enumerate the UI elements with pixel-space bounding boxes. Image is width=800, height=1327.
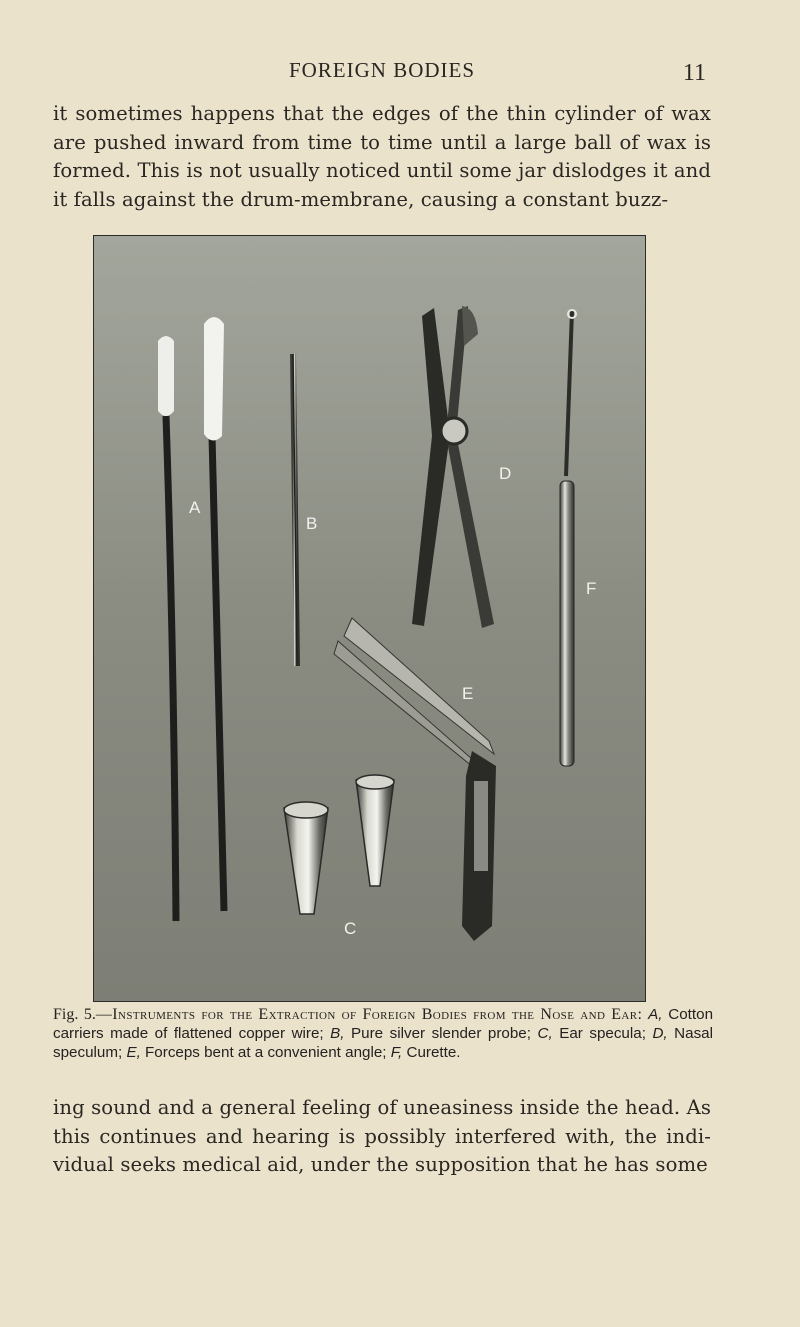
- figure-caption: [53, 1005, 713, 1062]
- figure-caption-title: —Instruments for the Extraction of Foreign Bodies from the Nose and Ear:: [95, 1006, 643, 1023]
- caption-item-c: Ear specula;: [552, 1025, 653, 1042]
- figure-number: Fig. 5.: [53, 1006, 96, 1023]
- caption-key-a: A,: [648, 1006, 663, 1023]
- figure-label-e: E: [462, 684, 474, 703]
- figure-label-b: B: [306, 514, 318, 533]
- caption-key-f: F,: [390, 1044, 403, 1061]
- paragraph-top: it sometimes happens that the edges of the thin cylinder of wax are pushed inward from time to time until a large ball of wax is formed. This is not usually noticed until some jar dislodges it and it falls against the drum-membrane, causing a constant buzz-: [53, 102, 711, 211]
- paragraph-bottom: ing sound and a general feeling of uneasiness inside the head. As this continues and hearing is possibly interfered with, the indi-vidual seeks medical aid, under the supposition that he has some: [53, 1096, 711, 1176]
- instruments-photograph: [93, 235, 646, 1002]
- caption-key-c: C,: [537, 1025, 553, 1042]
- caption-item-e: Forceps bent at a convenient angle;: [140, 1044, 391, 1061]
- caption-key-b: B,: [330, 1025, 345, 1042]
- caption-key-d: D,: [652, 1025, 668, 1042]
- caption-item-f: Curette.: [402, 1044, 461, 1061]
- figure-label-f: F: [586, 579, 597, 598]
- figure-label-d: D: [499, 464, 512, 483]
- running-title: FOREIGN BODIES: [288, 58, 476, 82]
- figure-label-c: C: [344, 919, 357, 938]
- caption-item-d: Nasal speculum;: [53, 1025, 713, 1061]
- caption-key-e: E,: [126, 1044, 141, 1061]
- instruments-illustration: [94, 236, 645, 1001]
- caption-item-b: Pure silver slender probe;: [344, 1025, 538, 1042]
- silver-probe: [293, 354, 297, 666]
- caption-item-a: Cotton carriers made of flattened copper wire;: [53, 1006, 714, 1042]
- page-number: 11: [682, 60, 706, 86]
- page-header: [52, 58, 712, 88]
- figure-label-a: A: [189, 498, 201, 517]
